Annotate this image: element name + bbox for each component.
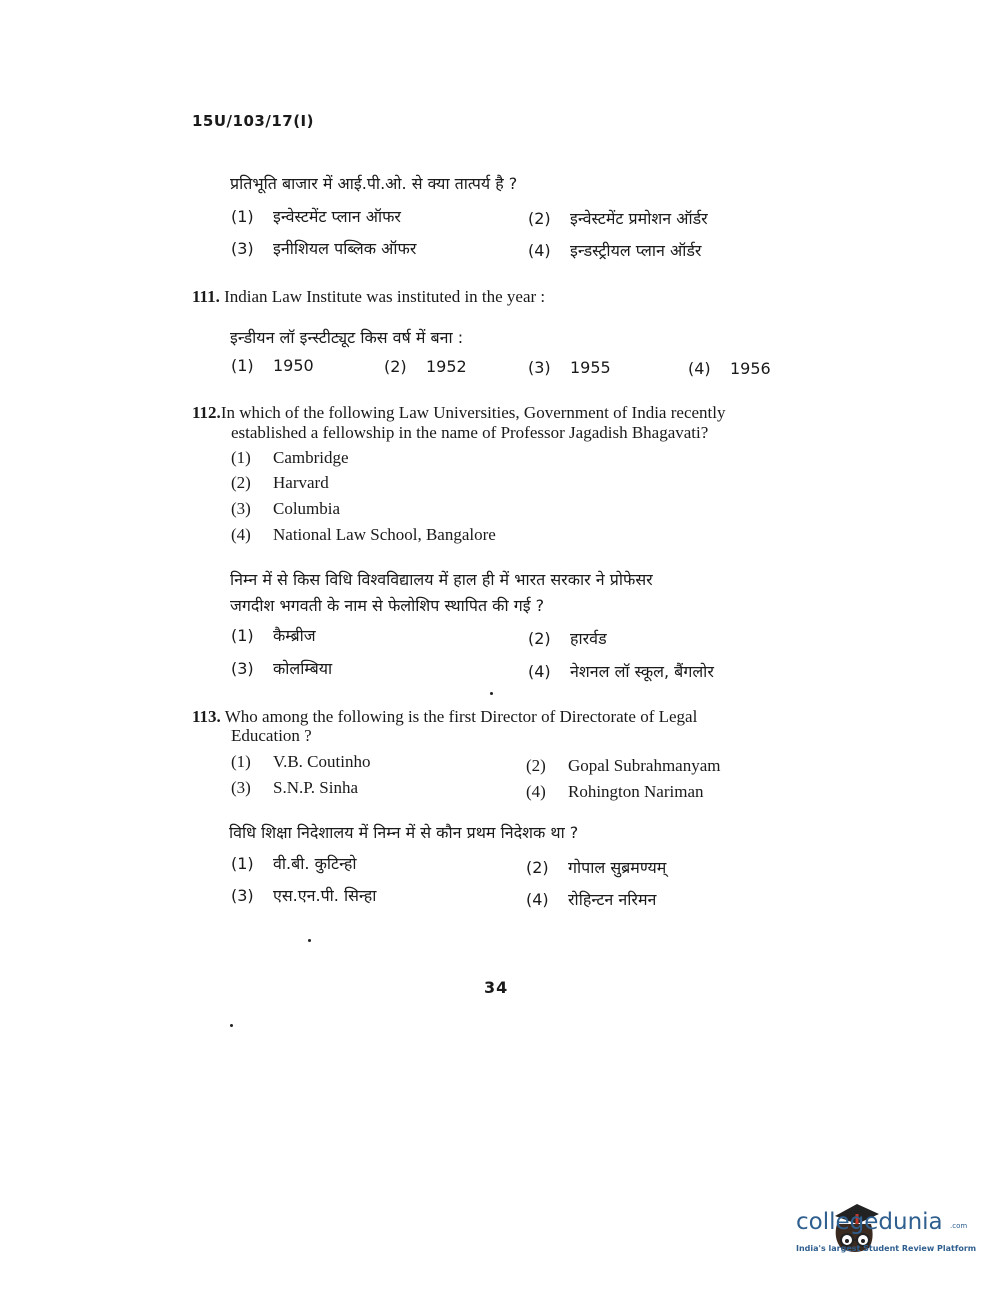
q112-option-4: (4) National Law School, Bangalore (231, 525, 496, 544)
q111-option-3: (3) 1955 (528, 358, 611, 377)
q113-option-2: (2) Gopal Subrahmanyam (526, 756, 721, 775)
q112-hindi-line1: निम्न में से किस विधि विश्वविद्यालय में हाल ही में भारत सरकार ने प्रोफेसर (230, 570, 653, 589)
watermark-tm: .com (950, 1222, 968, 1230)
q112-hindi-option-1: (1) कैम्ब्रीज (231, 626, 316, 645)
q111-option-1: (1) 1950 (231, 356, 314, 375)
q112-hindi-option-4: (4) नेशनल लॉ स्कूल, बैंगलोर (528, 662, 714, 681)
q113-question (192, 707, 697, 727)
q111-option-4: (4) 1956 (688, 359, 771, 378)
speck (490, 692, 493, 695)
q110-option-2: (2) इन्वेस्टमेंट प्रमोशन ऑर्डर (528, 209, 708, 228)
q113-text-line2: Education ? (231, 726, 312, 745)
speck (230, 1024, 233, 1027)
q112-option-1: (1) Cambridge (231, 448, 349, 467)
q112-hindi-line2: जगदीश भगवती के नाम से फेलोशिप स्थापित की गई ? (230, 596, 545, 615)
q113-number: 113. (192, 707, 221, 726)
q112-text-line1: In which of the following Law Universities, Government of India recently (220, 403, 726, 422)
q110-option-3: (3) इनीशियल पब्लिक ऑफर (231, 239, 417, 258)
paper-code: 15U/103/17(I) (192, 112, 314, 130)
q111-hindi-question: इन्डीयन लॉ इन्स्टीट्यूट किस वर्ष में बना : (230, 328, 464, 347)
q110-option-1: (1) इन्वेस्टमेंट प्लान ऑफर (231, 207, 401, 226)
q113-hindi-option-3: (3) एस.एन.पी. सिन्हा (231, 886, 377, 905)
q113-option-1: (1) V.B. Coutinho (231, 752, 371, 771)
q112-option-2: (2) Harvard (231, 473, 329, 492)
q112-hindi-option-2: (2) हारर्वड (528, 629, 607, 648)
q111-question (192, 287, 545, 307)
watermark-brand: collegedunia (796, 1209, 943, 1235)
q111-text: Indian Law Institute was instituted in the year : (224, 287, 546, 306)
q113-text-line1: Who among the following is the first Director of Directorate of Legal (224, 707, 698, 726)
q112-option-3: (3) Columbia (231, 499, 341, 518)
q113-hindi-option-4: (4) रोहिन्टन नरिमन (526, 890, 657, 909)
q113-hindi-question: विधि शिक्षा निदेशालय में निम्न में से कौन प्रथम निदेशक था ? (229, 823, 579, 842)
q110-option-4: (4) इन्डस्ट्रीयल प्लान ऑर्डर (528, 241, 702, 260)
watermark-tagline: India's largest Student Review Platform (796, 1244, 977, 1253)
q113-option-4: (4) Rohington Nariman (526, 782, 704, 801)
q110-hindi-question: प्रतिभूति बाजार में आई.पी.ओ. से क्या तात्पर्य है ? (230, 174, 518, 193)
speck (308, 939, 311, 942)
q112-question (192, 403, 832, 423)
q112-hindi-option-3: (3) कोलम्बिया (231, 659, 333, 678)
q113-hindi-option-2: (2) गोपाल सुब्रमण्यम् (526, 858, 667, 877)
q112-text-line2: established a fellowship in the name of Professor Jagadish Bhagavati? (231, 423, 709, 442)
q113-hindi-option-1: (1) वी.बी. कुटिन्हो (231, 854, 357, 873)
q113-option-3: (3) S.N.P. Sinha (231, 778, 359, 797)
q111-option-2: (2) 1952 (384, 357, 467, 376)
q112-number: 112. (192, 403, 221, 422)
q111-number: 111. (192, 287, 220, 306)
page-number: 34 (484, 978, 509, 997)
